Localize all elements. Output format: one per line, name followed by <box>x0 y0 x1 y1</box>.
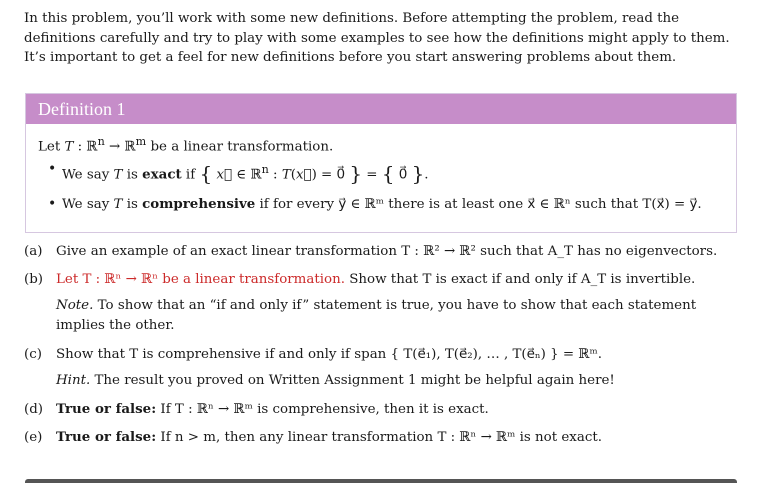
question-text: Give an example of an exact linear transformation T : ℝ² → ℝ² such that A_T has no eigenvectors. <box>56 244 718 259</box>
question-e-rest: If n > m, then any linear transformation T : ℝⁿ → ℝᵐ is not exact. <box>160 430 602 445</box>
question-label: (a) <box>24 244 43 259</box>
question-label: (c) <box>24 347 42 362</box>
question-e <box>24 428 736 447</box>
question-b-rest: Show that T is exact if and only if A_T is invertible. <box>349 272 696 287</box>
question-c <box>24 345 736 364</box>
definition-card <box>25 93 737 233</box>
question-text <box>56 270 695 289</box>
question-text <box>56 400 489 419</box>
next-box-edge <box>25 479 737 483</box>
definition-title: Definition 1 <box>26 94 736 124</box>
intro-paragraph: In this problem, you’ll work with some new definitions. Before attempting the problem, read the definitions carefully and try to play with some examples to see how the definitions might apply to them. It’s important to get a feel for new definitions before you start answering problems about them. <box>24 11 730 65</box>
definition-bullets <box>38 160 736 213</box>
hint-c <box>56 371 736 391</box>
bullet-exact: • We say T is exact if { x⃗ ∈ ℝ$^n$ : T(x⃗) = 0⃗ } = { 0⃗ }. <box>62 160 736 184</box>
note-label: Note. <box>56 298 94 313</box>
question-text: Show that T is comprehensive if and only if span { T(e⃗₁), T(e⃗₂), … , T(e⃗ₙ) } = ℝᵐ. <box>56 347 603 362</box>
question-label: (b) <box>24 272 44 287</box>
note-b <box>56 296 736 336</box>
question-label: (e) <box>24 430 43 445</box>
question-list <box>24 242 736 456</box>
question-label: (d) <box>24 402 44 417</box>
question-d-rest: If T : ℝⁿ → ℝᵐ is comprehensive, then it is exact. <box>160 402 489 417</box>
question-d <box>24 400 736 419</box>
definition-body <box>26 124 736 214</box>
highlighted-premise: Let T : ℝⁿ → ℝⁿ be a linear transformation. <box>56 272 345 287</box>
question-text <box>56 428 602 447</box>
definition-intro: Let T : ℝ$^n$ → ℝ$^m$ be a linear transformation. <box>38 135 334 155</box>
question-b <box>24 270 736 289</box>
question-a <box>24 242 736 261</box>
true-false-label: True or false: <box>56 401 157 417</box>
definition-intro-text: be a linear transformation. <box>150 139 334 155</box>
bullet-comprehensive: • We say T is comprehensive if for every y⃗ ∈ ℝᵐ there is at least one x⃗ ∈ ℝⁿ such that T(x⃗) = y⃗. <box>62 195 736 214</box>
hint-text: The result you proved on Written Assignment 1 might be helpful again here! <box>94 373 615 388</box>
note-text: To show that an “if and only if” statement is true, you have to show that each statement implies the other. <box>56 298 697 333</box>
comprehensive-definition: if for every y⃗ ∈ ℝᵐ there is at least one x⃗ ∈ ℝⁿ such that T(x⃗) = y⃗. <box>259 196 702 212</box>
comprehensive-term: comprehensive <box>142 195 256 212</box>
hint-label: Hint. <box>56 373 91 388</box>
true-false-label: True or false: <box>56 429 157 445</box>
exact-term: exact <box>142 166 182 183</box>
